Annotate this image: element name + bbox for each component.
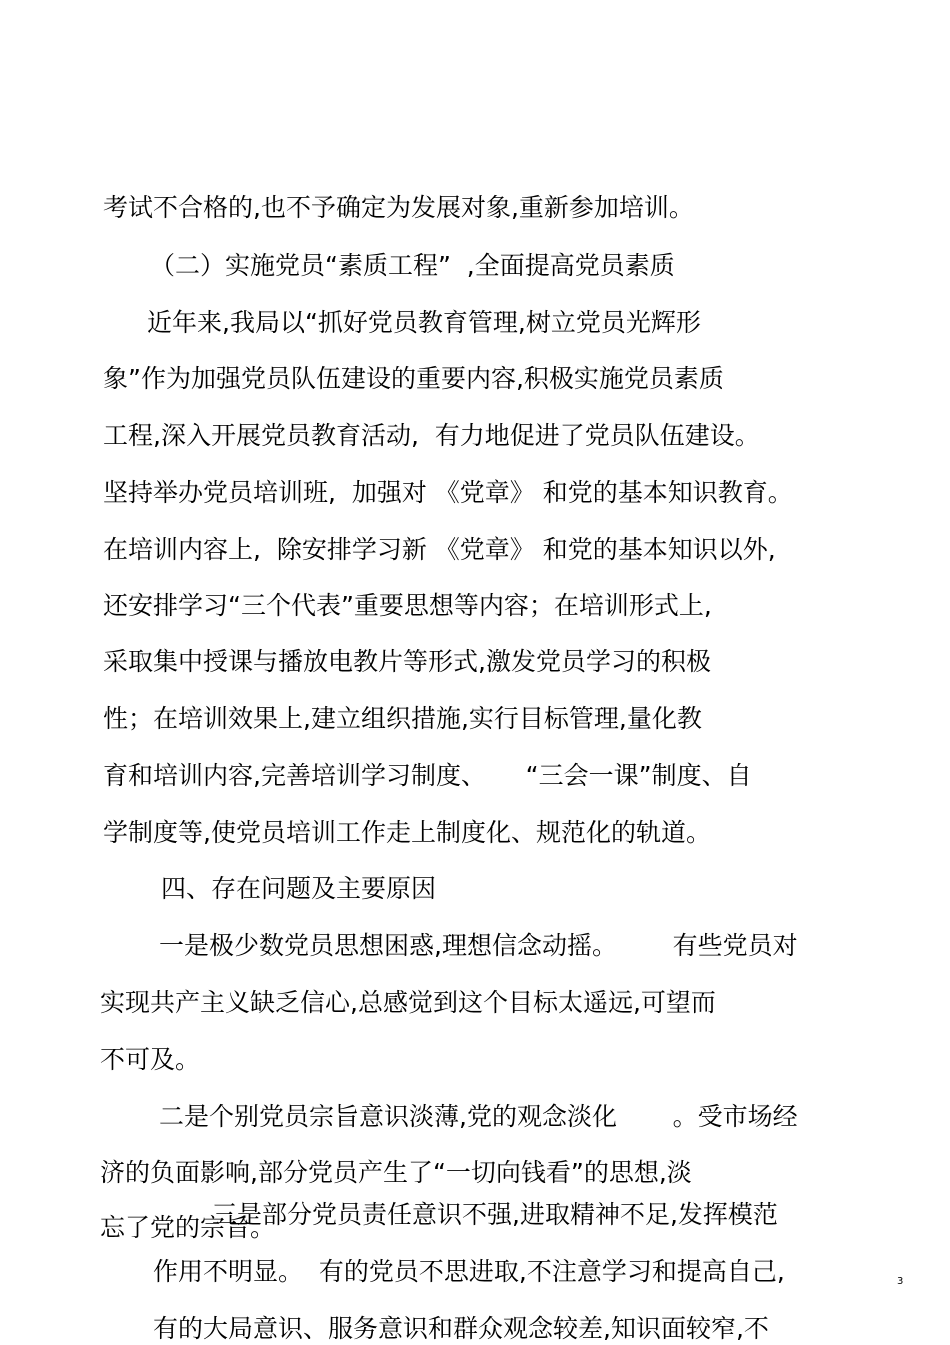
- text-line-18: 济的负面影响,部分党员产生了“一切向钱看”的思想,淡: [100, 1158, 692, 1187]
- text-line-8: 还安排学习“三个代表”重要思想等内容；在培训形式上,: [103, 591, 712, 620]
- text-line-4: 象”作为加强党员队伍建设的重要内容,积极实施党员素质: [103, 364, 724, 393]
- text-line-7: 在培训内容上, 除安排学习新 《党章》 和党的基本知识以外,: [103, 535, 776, 564]
- page-number: 3: [897, 1276, 904, 1287]
- text-line-15: 实现共产主义缺乏信心,总感觉到这个目标太遥远,可望而: [100, 988, 716, 1017]
- text-line-3: 近年来,我局以“抓好党员教育管理,树立党员光辉形: [147, 308, 701, 337]
- text-line-12: 学制度等,使党员培训工作走上制度化、规范化的轨道。: [103, 818, 711, 847]
- text-line-17: 二是个别党员宗旨意识淡薄,党的观念淡化 。受市场经: [159, 1102, 798, 1131]
- text-line-10: 性；在培训效果上,建立组织措施,实行目标管理,量化教: [103, 704, 702, 733]
- text-line-22: 有的大局意识、服务意识和群众观念较差,知识面较窄,不: [153, 1314, 769, 1343]
- text-line-16: 不可及。: [100, 1045, 201, 1074]
- text-line-20: 三是部分党员责任意识不强,进取精神不足,发挥模范: [212, 1200, 778, 1229]
- text-line-11: 育和培训内容,完善培训学习制度、 “三会一课”制度、自: [103, 761, 752, 790]
- text-line-1: 考试不合格的,也不予确定为发展对象,重新参加培训。: [103, 193, 694, 222]
- text-line-14: 一是极少数党员思想困惑,理想信念动摇。 有些党员对: [159, 931, 798, 960]
- section-heading-4: 四、存在问题及主要原因: [161, 874, 437, 903]
- section-heading-2: （二）实施党员“素质工程” ,全面提高党员素质: [150, 251, 675, 280]
- text-line-9: 采取集中授课与播放电教片等形式,激发党员学习的积极: [103, 647, 711, 676]
- text-line-19: 忘了党的宗旨。: [100, 1213, 276, 1242]
- text-line-5: 工程,深入开展党员教育活动, 有力地促进了党员队伍建设。: [103, 421, 760, 450]
- text-line-6: 坚持举办党员培训班, 加强对 《党章》 和党的基本知识教育。: [103, 478, 793, 507]
- text-line-21: 作用不明显。 有的党员不思进取,不注意学习和提高自己,: [153, 1257, 785, 1286]
